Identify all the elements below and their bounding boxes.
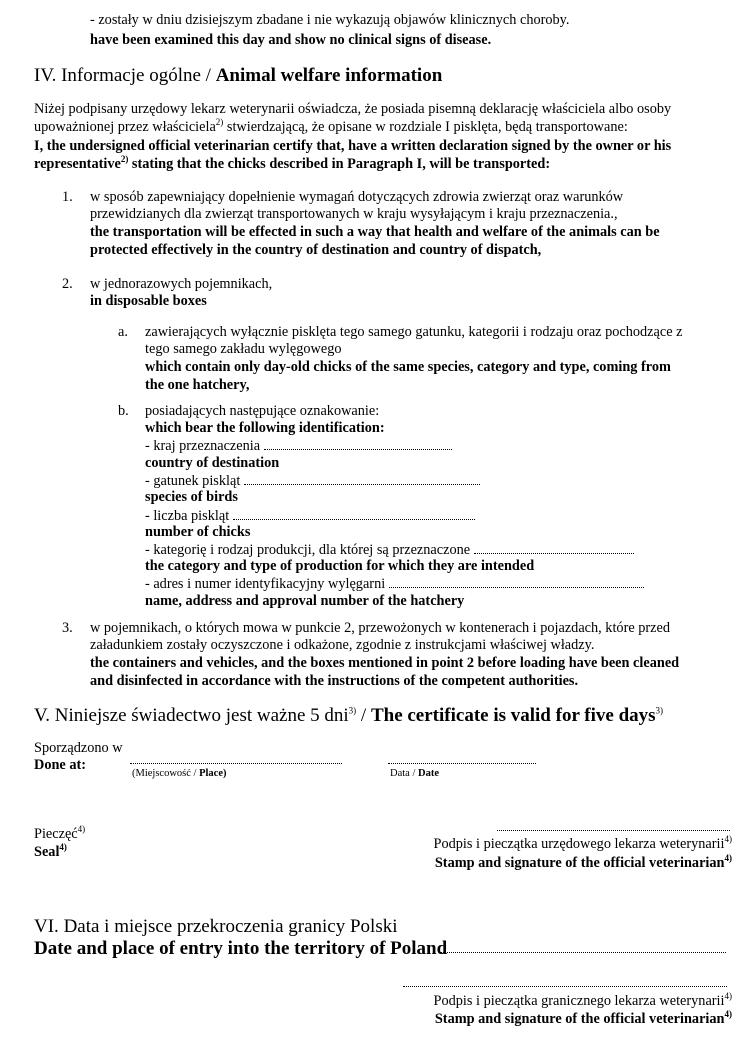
field-species-dotted-line[interactable] bbox=[244, 472, 480, 485]
field-number-dotted-line[interactable] bbox=[233, 507, 475, 520]
seal-en bbox=[34, 844, 67, 862]
declaration-en-line1: I, the undersigned official veterinarian certify that, have a written declaration signed by the owner or his bbox=[34, 138, 672, 154]
place-label-pl: (Miejscowość / bbox=[132, 768, 197, 779]
footnote-ref-4-stamp-en: 4) bbox=[724, 853, 732, 864]
item-3-en-line2: and disinfected in accordance with the instructions of the competent authorities. bbox=[90, 673, 579, 689]
official-stamp-pl bbox=[434, 836, 732, 854]
declaration-en-line2b: stating that the chicks described in Paragraph I, will be transported: bbox=[131, 156, 551, 172]
footnote-ref-3-en: 3) bbox=[655, 705, 664, 716]
item-2a-en-line2: the one hatchery, bbox=[145, 377, 250, 393]
section-iv-heading bbox=[34, 65, 442, 87]
item-2a-en-line1: which contain only day-old chicks of the same species, category and type, coming from bbox=[145, 359, 671, 375]
item-1-pl-line2: przewidzianych dla zwierząt transportowanych w kraju wysyłającym i kraju przeznaczenia., bbox=[90, 206, 618, 222]
footnote-ref-4-border-en: 4) bbox=[724, 1009, 732, 1020]
seal-en-text: Seal bbox=[34, 844, 60, 860]
section-v-slash: / bbox=[360, 705, 367, 726]
section-iv-numeral: IV. bbox=[34, 65, 57, 86]
item-2a-pl-line1: zawierających wyłącznie pisklęta tego samego gatunku, kategorii i rodzaju oraz pochodzące z bbox=[145, 324, 683, 340]
done-at-pl: Sporządzono w bbox=[34, 740, 123, 756]
date-label-en: Date bbox=[418, 768, 439, 779]
section-iv-title-pl: Informacje ogólne / bbox=[61, 65, 211, 86]
official-stamp-en-text: Stamp and signature of the official veterinarian bbox=[434, 855, 725, 871]
item-1-pl-line1: w sposób zapewniający dopełnienie wymagań dotyczących zdrowia zwierząt oraz warunków bbox=[90, 189, 624, 205]
item-1-en-line1: the transportation will be effected in such a way that health and welfare of the animals can be bbox=[90, 224, 660, 240]
footnote-ref-4-seal-en: 4) bbox=[59, 842, 67, 853]
field-category-label-pl: - kategorię i rodzaj produkcji, dla której są przeznaczone bbox=[145, 542, 471, 558]
declaration-pl-line1: Niżej podpisany urzędowy lekarz weterynarii oświadcza, że posiada pisemną deklarację właściciela albo osoby bbox=[34, 101, 672, 117]
section-v-title-en: The certificate is valid for five days bbox=[370, 705, 656, 726]
border-stamp-pl-text: Podpis i pieczątka granicznego lekarza weterynarii bbox=[433, 993, 725, 1009]
field-hatchery-label-pl: - adres i numer identyfikacyjny wylęgarni bbox=[145, 576, 386, 592]
item-3-number: 3. bbox=[62, 620, 73, 636]
footnote-ref-2: 2) bbox=[215, 117, 224, 128]
item-1-number: 1. bbox=[62, 189, 73, 205]
border-signature-dotted-line[interactable] bbox=[403, 986, 727, 987]
declaration-en-line2 bbox=[34, 156, 550, 174]
field-number-label-pl: - liczba piskląt bbox=[145, 508, 230, 524]
item-2-pl: w jednorazowych pojemnikach, bbox=[90, 276, 273, 292]
item-2b-en: which bear the following identification: bbox=[145, 420, 385, 436]
section-vi-title-pl: Data i miejsce przekroczenia granicy Polski bbox=[63, 916, 398, 937]
item-2a-pl-line2: tego samego zakładu wylęgowego bbox=[145, 341, 342, 357]
seal-pl bbox=[34, 826, 85, 844]
official-stamp-pl-text: Podpis i pieczątka urzędowego lekarza weterynarii bbox=[433, 836, 725, 852]
footnote-ref-2-en: 2) bbox=[120, 154, 129, 165]
field-number-pl bbox=[145, 507, 475, 526]
footnote-ref-4-border: 4) bbox=[724, 991, 732, 1002]
footnote-ref-4-seal: 4) bbox=[77, 824, 86, 835]
item-2a-number: a. bbox=[118, 324, 128, 340]
field-species-label-pl: - gatunek piskląt bbox=[145, 473, 241, 489]
item-1-en-line2: protected effectively in the country of destination and country of dispatch, bbox=[90, 242, 542, 258]
field-country-en: country of destination bbox=[145, 455, 280, 471]
place-label-en: Place) bbox=[199, 768, 227, 779]
footnote-ref-4-stamp: 4) bbox=[724, 834, 732, 845]
field-hatchery-en: name, address and approval number of the hatchery bbox=[145, 593, 465, 609]
done-at-en: Done at: bbox=[34, 757, 87, 773]
field-category-en: the category and type of production for which they are intended bbox=[145, 558, 535, 574]
item-3-pl-line2: załadunkiem zostały oczyszczone i odkażone, zgodnie z instrukcjami właściwej władzy. bbox=[90, 637, 595, 653]
border-stamp-en bbox=[435, 1011, 732, 1029]
official-signature-dotted-line[interactable] bbox=[497, 830, 730, 831]
official-stamp-en bbox=[435, 855, 732, 873]
field-category-pl bbox=[145, 541, 634, 560]
declaration-pl-line2a: upoważnionej przez właściciela bbox=[34, 119, 216, 135]
section-v-title-pl: Niniejsze świadectwo jest ważne 5 dni bbox=[54, 705, 349, 726]
section-iv-title-en: Animal welfare information bbox=[215, 65, 443, 86]
declaration-pl-line2 bbox=[34, 119, 628, 137]
field-country-pl bbox=[145, 437, 452, 456]
item-3-pl-line1: w pojemnikach, o których mowa w punkcie 2, przewożonych w kontenerach i pojazdach, które przed bbox=[90, 620, 671, 636]
section-vi-title-en-text: Date and place of entry into the territory of Poland bbox=[34, 938, 448, 959]
field-hatchery-pl bbox=[145, 575, 644, 594]
item-3-en-line1: the containers and vehicles, and the boxes mentioned in point 2 before loading have been cleaned bbox=[90, 655, 680, 671]
date-label-pl: Data / bbox=[390, 768, 416, 779]
place-label bbox=[132, 768, 226, 780]
item-2b-number: b. bbox=[118, 403, 129, 419]
field-hatchery-dotted-line[interactable] bbox=[389, 575, 644, 588]
field-country-dotted-line[interactable] bbox=[264, 437, 452, 450]
field-country-label-pl: - kraj przeznaczenia bbox=[145, 438, 261, 454]
border-stamp-pl bbox=[434, 993, 732, 1011]
intro-en: have been examined this day and show no clinical signs of disease. bbox=[90, 32, 492, 48]
item-2-en: in disposable boxes bbox=[90, 293, 207, 309]
field-species-en: species of birds bbox=[145, 489, 238, 505]
field-category-dotted-line[interactable] bbox=[474, 541, 634, 554]
border-stamp-en-text: Stamp and signature of the official veterinarian bbox=[434, 1011, 725, 1027]
date-dotted-line[interactable] bbox=[388, 763, 536, 764]
section-vi-heading bbox=[34, 916, 398, 938]
declaration-pl-line2b: stwierdzającą, że opisane w rozdziale I pisklęta, będą transportowane: bbox=[226, 119, 628, 135]
section-v-heading bbox=[34, 705, 663, 727]
seal-pl-text: Pieczęć bbox=[34, 826, 78, 842]
section-v-numeral: V. bbox=[34, 705, 51, 726]
item-2b-pl: posiadających następujące oznakowanie: bbox=[145, 403, 380, 419]
declaration-en-line2a: representative bbox=[34, 156, 121, 172]
entry-date-place-dotted-line[interactable] bbox=[440, 952, 726, 953]
field-number-en: number of chicks bbox=[145, 524, 251, 540]
section-vi-numeral: VI. bbox=[34, 916, 59, 937]
field-species-pl bbox=[145, 472, 480, 491]
intro-pl: - zostały w dniu dzisiejszym zbadane i nie wykazują objawów klinicznych choroby. bbox=[90, 12, 570, 28]
date-label bbox=[390, 768, 439, 780]
item-2-number: 2. bbox=[62, 276, 73, 292]
place-dotted-line[interactable] bbox=[130, 763, 342, 764]
section-vi-title-en bbox=[34, 938, 447, 960]
footnote-ref-3: 3) bbox=[348, 705, 357, 716]
